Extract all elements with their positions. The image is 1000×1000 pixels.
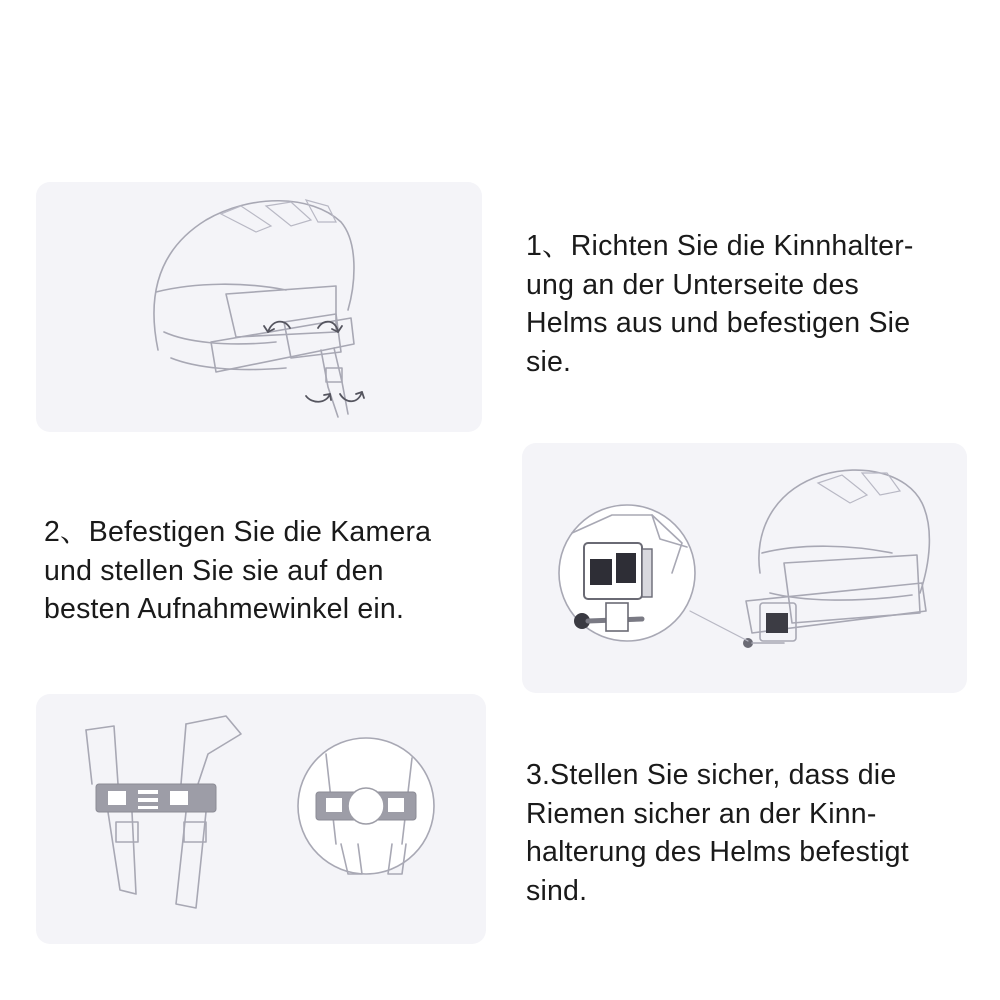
- step-1-line-2: ung an der Unterseite des: [526, 268, 859, 301]
- step-1-line-4: sie.: [526, 345, 572, 378]
- step-2-instructions: [44, 513, 431, 629]
- step-3-line-3: halterung des Helms befestigt: [526, 836, 909, 868]
- helmet-chin-mount-illustration: [36, 182, 482, 432]
- helmet-camera-icon: [522, 443, 967, 693]
- step-3-line-4: sind.: [526, 874, 588, 907]
- step-2-line-2: und stellen Sie sie auf den: [44, 554, 384, 587]
- camera-mounted-helmet-illustration: [522, 443, 967, 693]
- step-3-instructions: [526, 756, 909, 910]
- step-2-line-3: besten Aufnahmewinkel ein.: [44, 593, 405, 625]
- step-1-line-1: 1、Richten Sie die Kinnhalter-: [526, 230, 914, 262]
- strap-icon: [36, 694, 486, 944]
- step-2-line-1: 2、Befestigen Sie die Kamera: [44, 516, 432, 548]
- step-1-instructions: [526, 227, 914, 381]
- step-1-line-3: Helms aus und befestigen Sie: [526, 307, 911, 339]
- step-3-line-2: Riemen sicher an der Kinn-: [526, 797, 877, 830]
- step-3-line-1: 3.Stellen Sie sicher, dass die: [526, 759, 897, 791]
- helmet-icon: [36, 182, 482, 432]
- strap-illustration: [36, 694, 486, 944]
